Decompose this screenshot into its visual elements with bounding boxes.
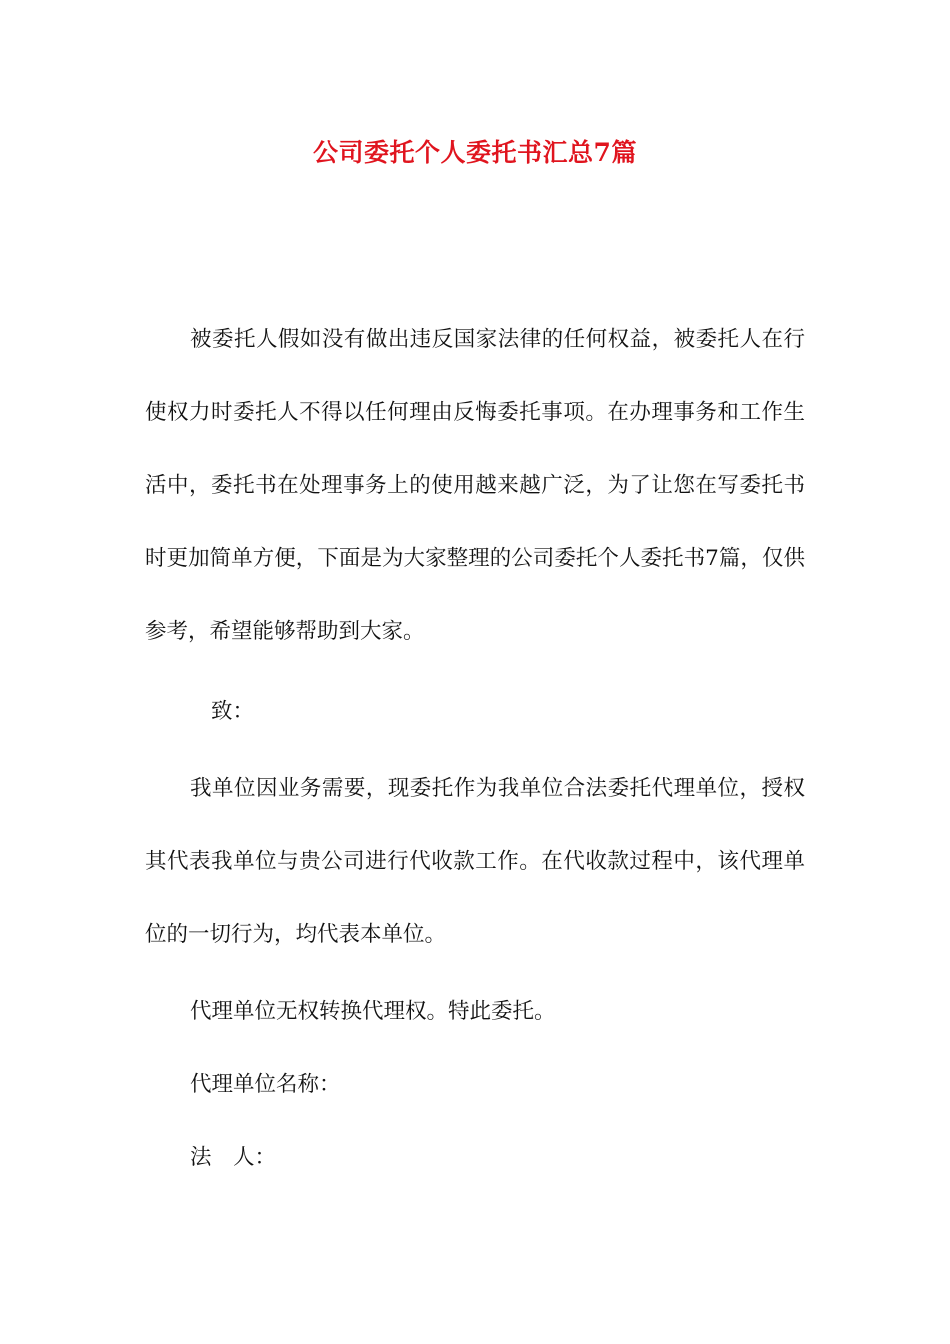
agent-name-field: 代理单位名称： <box>190 1072 341 1097</box>
statement-line: 代理单位无权转换代理权。特此委托。 <box>190 999 556 1024</box>
authorization-paragraph: 我单位因业务需要，现委托作为我单位合法委托代理单位，授权其代表我单位与贵公司进行代收款工作。在代收款过程中，该代理单位的一切行为，均代表本单位。 <box>145 776 805 947</box>
document-title: 公司委托个人委托书汇总7篇 <box>313 138 637 167</box>
legal-person-field: 法 人： <box>190 1145 277 1170</box>
intro-paragraph: 被委托人假如没有做出违反国家法律的任何权益，被委托人在行使权力时委托人不得以任何理由反悔委托事项。在办理事务和工作生活中，委托书在处理事务上的使用越来越广泛，为了让您在写委托书时更加简单方便，下面是为大家整理的公司委托个人委托书7篇，仅供参考，希望能够帮助到大家。 <box>145 327 805 644</box>
greeting-line: 致： <box>211 699 255 724</box>
